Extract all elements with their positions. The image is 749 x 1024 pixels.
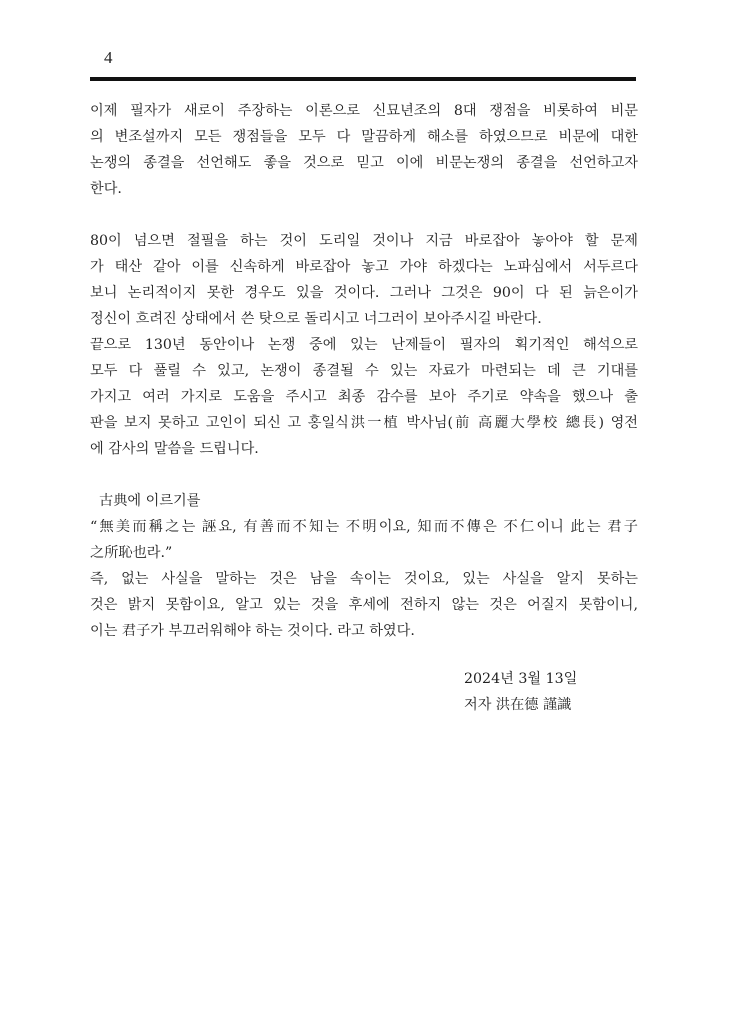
text-line: 이제 필자가 새로이 주장하는 이론으로 신묘년조의 8대 쟁점을 비롯하여 비문 bbox=[90, 103, 638, 119]
page-number: 4 bbox=[104, 48, 113, 67]
text-line: 것은 밝지 못함이요, 알고 있는 것을 후세에 전하지 않는 것은 어질지 못함이니, bbox=[90, 597, 638, 613]
text-line: 끝으로 130년 동안이나 논쟁 중에 있는 난제들이 필자의 획기적인 해석으로 bbox=[90, 337, 638, 353]
text-line: 논쟁의 종결을 선언해도 좋을 것으로 믿고 이에 비문논쟁의 종결을 선언하고자 bbox=[90, 155, 638, 171]
text-line: 에 감사의 말씀을 드립니다. bbox=[90, 441, 259, 457]
text-line: 한다. bbox=[90, 181, 122, 197]
text-line: 古典에 이르기를 bbox=[90, 493, 201, 509]
paragraph-conclusion bbox=[90, 98, 638, 202]
body-text bbox=[90, 98, 638, 644]
paragraph-thanks bbox=[90, 332, 638, 462]
paragraph-apology bbox=[90, 228, 638, 332]
paragraph-translation bbox=[90, 566, 638, 644]
text-line: 가 태산 같아 이를 신속하게 바로잡아 놓고 가야 하겠다는 노파심에서 서두르다 bbox=[90, 259, 638, 275]
author-signature: 저자 洪在德 謹識 bbox=[464, 697, 572, 713]
text-line: 가지고 여러 가지로 도움을 주시고 최종 감수를 보아 주기로 약속을 했으나 출 bbox=[90, 389, 638, 405]
text-line: “無美而稱之는 誣요, 有善而不知는 不明이요, 知而不傳은 不仁이니 此는 君子 bbox=[90, 519, 638, 535]
text-line: 이는 君子가 부끄러워해야 하는 것이다. 라고 하였다. bbox=[90, 623, 415, 639]
text-line: 모두 다 풀릴 수 있고, 논쟁이 종결될 수 있는 자료가 마련되는 데 큰 기대를 bbox=[90, 363, 638, 379]
text-line: 之所恥也라.” bbox=[90, 545, 173, 561]
text-line: 의 변조설까지 모든 쟁점들을 모두 다 말끔하게 해소를 하였으므로 비문에 대한 bbox=[90, 129, 638, 145]
text-line: 정신이 흐려진 상태에서 쓴 탓으로 돌리시고 너그러이 보아주시길 바란다. bbox=[90, 311, 542, 327]
text-line: 판을 보지 못하고 고인이 되신 고 홍일식洪一植 박사님(前 高麗大學校 總長) 영전 bbox=[90, 415, 638, 431]
text-line: 80이 넘으면 절필을 하는 것이 도리일 것이나 지금 바로잡아 놓아야 할 문제 bbox=[90, 233, 638, 249]
paragraph-classic-quote bbox=[90, 488, 638, 566]
text-line: 즉, 없는 사실을 말하는 것은 남을 속이는 것이요, 있는 사실을 알지 못하는 bbox=[90, 571, 638, 587]
text-line: 보니 논리적이지 못한 경우도 있을 것이다. 그러나 그것은 90이 다 된 늙은이가 bbox=[90, 285, 638, 301]
date: 2024년 3월 13일 bbox=[464, 671, 578, 687]
header-rule bbox=[90, 77, 636, 81]
